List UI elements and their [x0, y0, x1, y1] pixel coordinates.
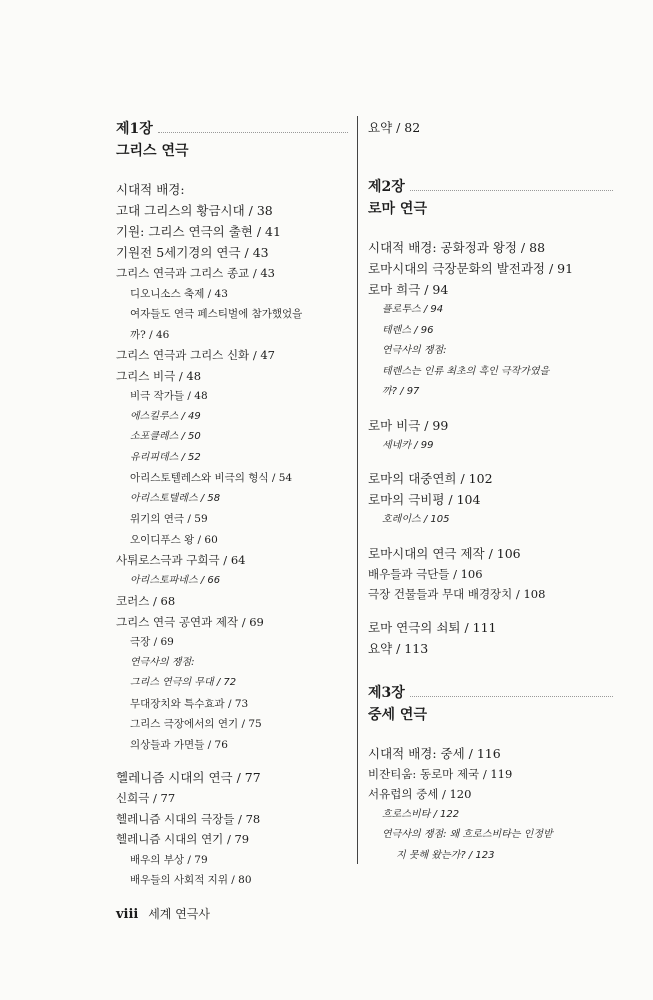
- toc-entry: 그리스 연극의 무대 / 72: [130, 677, 237, 688]
- toc-entry: 호레이스 / 105: [382, 514, 450, 525]
- toc-entry: 로마 비극 / 99: [368, 417, 449, 433]
- toc-entry: 소포클레스 / 50: [130, 431, 201, 442]
- column-divider: [357, 116, 358, 864]
- toc-entry: 로마 희극 / 94: [368, 282, 449, 297]
- toc-entry: 유리피데스 / 52: [130, 451, 201, 463]
- toc-entry: 배우들과 극단들 / 106: [368, 566, 483, 581]
- toc-entry: 연극사의 쟁점:: [382, 345, 447, 356]
- toc-entry: 헬레니즘 시대의 극장들 / 78: [116, 811, 261, 826]
- toc-entry: 시대적 배경:: [116, 182, 185, 197]
- toc-entry: 세네카 / 99: [382, 439, 434, 451]
- toc-entry: 시대적 배경: 중세 / 116: [368, 745, 501, 761]
- toc-entry: 흐로스비타 / 122: [382, 808, 460, 820]
- toc-entry: 에스킬루스 / 49: [130, 410, 201, 422]
- toc-entry: 오이디푸스 왕 / 60: [130, 533, 218, 546]
- toc-entry: 아리스토텔레스와 비극의 형식 / 54: [130, 472, 293, 484]
- chapter-title: 로마 연극: [368, 201, 427, 217]
- toc-entry: 배우의 부상 / 79: [130, 853, 208, 866]
- toc-entry: 로마의 극비평 / 104: [368, 492, 481, 507]
- toc-entry: 시대적 배경: 공화정과 왕정 / 88: [368, 240, 546, 255]
- toc-entry: 헬레니즘 시대의 연기 / 79: [116, 832, 250, 846]
- toc-entry: 비잔티움: 동로마 제국 / 119: [368, 766, 513, 781]
- toc-entry: 고대 그리스의 황금시대 / 38: [116, 203, 273, 218]
- toc-entry: 지 못해 왔는가? / 123: [396, 849, 495, 861]
- chapter-title: 중세 연극: [368, 706, 427, 723]
- chapter-title: 그리스 연극: [116, 143, 189, 159]
- chapter-rule: [410, 190, 613, 191]
- toc-entry: 로마시대의 연극 제작 / 106: [368, 545, 521, 561]
- toc-entry: 기원: 그리스 연극의 출현 / 41: [116, 224, 281, 239]
- toc-entry: 무대장치와 특수효과 / 73: [130, 697, 249, 710]
- toc-entry: 아리스토텔레스 / 58: [130, 492, 221, 504]
- toc-entry: 아리스토파네스 / 66: [130, 574, 221, 586]
- toc-entry: 코러스 / 68: [116, 594, 176, 608]
- chapter-number: 제2장: [368, 179, 405, 195]
- toc-entry: 극장 건물들과 무대 배경장치 / 108: [368, 587, 546, 601]
- toc-entry: 헬레니즘 시대의 연극 / 77: [116, 770, 261, 785]
- toc-entry: 요약 / 113: [368, 640, 429, 656]
- toc-entry: 그리스 연극과 그리스 종교 / 43: [116, 266, 275, 280]
- toc-entry: 까? / 46: [130, 328, 170, 341]
- chapter-number: 제3장: [368, 684, 405, 701]
- chapter-rule: [410, 696, 613, 697]
- toc-entry: 서유럽의 중세 / 120: [368, 787, 472, 801]
- toc-entry: 그리스 연극 공연과 제작 / 69: [116, 614, 264, 629]
- toc-entry: 로마 연극의 쇠퇴 / 111: [368, 619, 497, 635]
- page-footer: [116, 905, 210, 922]
- toc-entry: 의상들과 가면들 / 76: [130, 738, 228, 751]
- toc-entry: 배우들의 사회적 지위 / 80: [130, 874, 252, 886]
- page-number: viii: [116, 907, 139, 922]
- toc-entry: 그리스 연극과 그리스 신화 / 47: [116, 348, 275, 362]
- toc-entry: 기원전 5세기경의 연극 / 43: [116, 245, 269, 260]
- toc-entry: 사튀로스극과 구희극 / 64: [116, 553, 246, 567]
- toc-entry: 연극사의 쟁점: 왜 흐로스비타는 인정받: [382, 829, 553, 840]
- running-title: 세계 연극사: [148, 907, 210, 921]
- toc-entry: 테렌스 / 96: [382, 324, 434, 336]
- chapter-number: 제1장: [116, 121, 153, 137]
- toc-entry: 그리스 극장에서의 연기 / 75: [130, 718, 262, 730]
- toc-entry: 로마시대의 극장문화의 발전과정 / 91: [368, 261, 574, 276]
- toc-entry: 극장 / 69: [130, 636, 174, 648]
- toc-entry: 연극사의 쟁점:: [130, 656, 195, 668]
- toc-entry: 로마의 대중연희 / 102: [368, 471, 493, 486]
- toc-entry: 여자들도 연극 페스티벌에 참가했었을: [130, 308, 303, 320]
- toc-entry: 그리스 비극 / 48: [116, 368, 202, 383]
- toc-entry: 까? / 97: [382, 386, 420, 397]
- toc-entry: 디오니소스 축제 / 43: [130, 287, 228, 300]
- chapter-rule: [158, 132, 348, 133]
- toc-entry: 플로투스 / 94: [382, 304, 444, 315]
- toc-entry: 요약 / 82: [368, 120, 421, 135]
- toc-entry: 테렌스는 인류 최초의 흑인 극작가였을: [382, 365, 550, 377]
- toc-entry: 비극 작가들 / 48: [130, 390, 208, 402]
- toc-entry: 신희극 / 77: [116, 791, 176, 805]
- toc-entry: 위기의 연극 / 59: [130, 513, 208, 525]
